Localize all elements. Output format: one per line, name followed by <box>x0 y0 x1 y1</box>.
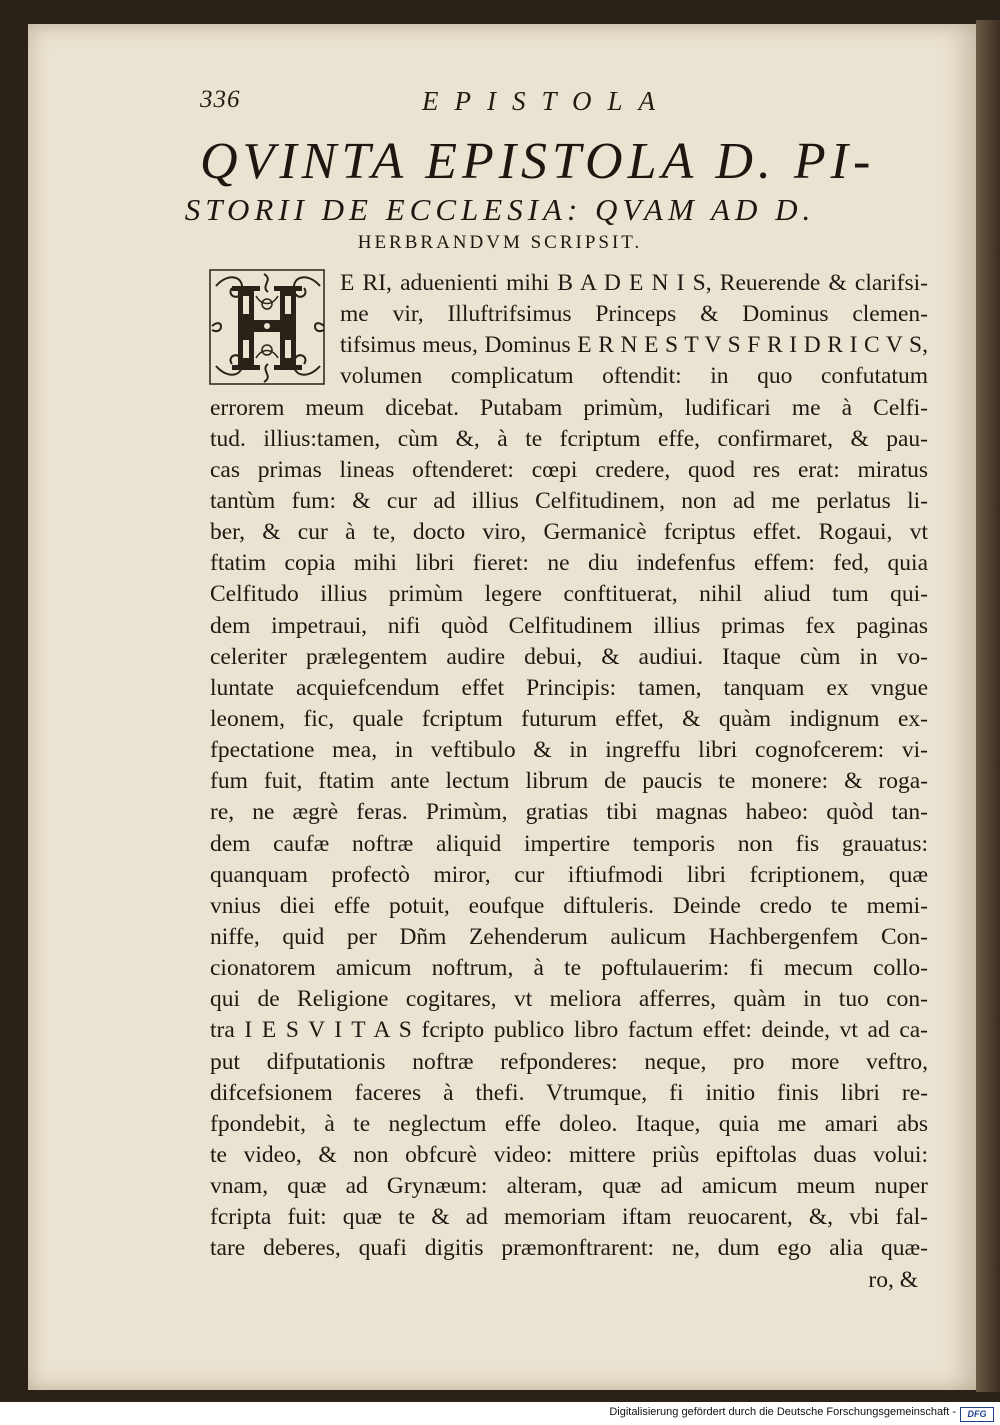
text-line: quanquam profectò miror, cur iftiufmodi libri fcriptionem, quæ <box>210 861 928 888</box>
text-line: volumen complicatum oftendit: in quo confutatum <box>340 363 928 390</box>
text-line: tra I E S V I T A S fcripto publico libro factum effet: deinde, vt ad ca- <box>210 1017 928 1044</box>
text-line: tifsimus meus, Dominus E R N E S T V S F R I D R I C V S, <box>340 332 928 359</box>
heading-line-1: QVINTA EPISTOLA D. PI- <box>200 133 876 190</box>
text-line: te video, & non obfcurè video: mittere priùs epiftolas duas volui: <box>210 1141 928 1168</box>
text-line: ftatim copia mihi libri fieret: ne diu indefenfus effem: fed, quia <box>210 550 928 577</box>
text-line: fpectatione mea, in veftibulo & in ingreffu libri cognofcerem: vi- <box>210 737 928 764</box>
text-line: dem caufæ noftræ aliquid impertire temporis non fis grauatus: <box>210 830 928 857</box>
page-number: 336 <box>200 86 241 113</box>
heading-line-2: STORII DE ECCLESIA: QVAM AD D. <box>184 192 816 227</box>
dfg-logo[interactable]: DFG <box>960 1407 994 1422</box>
text-line: errorem meum dicebat. Putabam primùm, ludificari me à Celfi- <box>210 394 928 421</box>
text-line: Celfitudo illius primùm legere conftituerat, nihil aliud tum qui- <box>210 581 928 608</box>
text-line: E RI, aduenienti mihi B A D E N I S, Reuerende & clarifsi- <box>340 270 928 296</box>
heading-line-3: HERBRANDVM SCRIPSIT. <box>357 232 643 253</box>
catchword-line: ro, & <box>868 1266 918 1293</box>
text-line: vnius diei effe potuit, eoufque diftuleris. Deinde credo te memi- <box>210 892 928 919</box>
text-line: cas primas lineas oftenderet: cœpi credere, quod res erat: miratus <box>210 456 928 483</box>
text-line: tare deberes, quafi digitis præmonftrarent: ne, dum ego alia quæ- <box>210 1235 928 1262</box>
running-title: EPISTOLA <box>422 86 672 116</box>
text-line: qui de Religione cogitares, vt meliora afferres, quàm in tuo con- <box>210 986 928 1013</box>
text-line: niffe, quid per Dñm Zehenderum aulicum Hachbergenfem Con- <box>210 923 928 950</box>
text-line: cionatorem amicum noftrum, à te poftulauerim: fi mecum collo- <box>210 955 928 982</box>
text-line: tantùm fum: & cur ad illius Celfitudinem, non ad me perlatus li- <box>210 487 928 514</box>
text-line: vnam, quæ ad Grynæum: alteram, quæ ad amicum meum nuper <box>210 1173 928 1200</box>
text-line: luntate acquiefcendum effet Principis: tamen, tanquam ex vngue <box>210 674 928 701</box>
running-head <box>200 86 920 122</box>
text-line: fcripta fuit: quæ te & ad memoriam iftam reuocarent, &, vbi fal- <box>210 1204 928 1231</box>
text-line: fum fuit, ftatim ante lectum librum de paucis te monere: & roga- <box>210 768 928 795</box>
text-line: ber, & cur à te, docto viro, Germanicè fcriptus effet. Rogaui, vt <box>210 519 928 546</box>
text-line: leonem, fic, quale fcriptum futurum effet, & quàm indignum ex- <box>210 705 928 732</box>
text-line: fpondebit, à te neglectum effe doleo. Itaque, quia me amari abs <box>210 1110 928 1137</box>
text-line: put difputationis noftræ refponderes: neque, pro more veftro, <box>210 1048 928 1075</box>
body-text <box>210 268 928 1296</box>
funding-credit: Digitalisierung gefördert durch die Deutsche Forschungsgemeinschaft - <box>609 1406 956 1418</box>
text-line: dem impetraui, nifi quòd Celfitudinem illius primas fex paginas <box>210 612 928 639</box>
footer-bar <box>0 1402 1000 1425</box>
text-line: re, ne ægrè feras. Primùm, gratias tibi magnas habeo: quòd tan- <box>210 799 928 826</box>
text-line: difcefsionem faceres à thefi. Vtrumque, fi initio finis libri re- <box>210 1079 928 1106</box>
text-line: tud. illius:tamen, cùm &, à te fcriptum effe, confirmaret, & pau- <box>210 425 928 452</box>
text-line: celeriter prælegentem audire debui, & audiui. Itaque cùm in vo- <box>210 643 928 670</box>
text-line: me vir, Illuftrifsimus Princeps & Dominus clemen- <box>340 301 928 328</box>
